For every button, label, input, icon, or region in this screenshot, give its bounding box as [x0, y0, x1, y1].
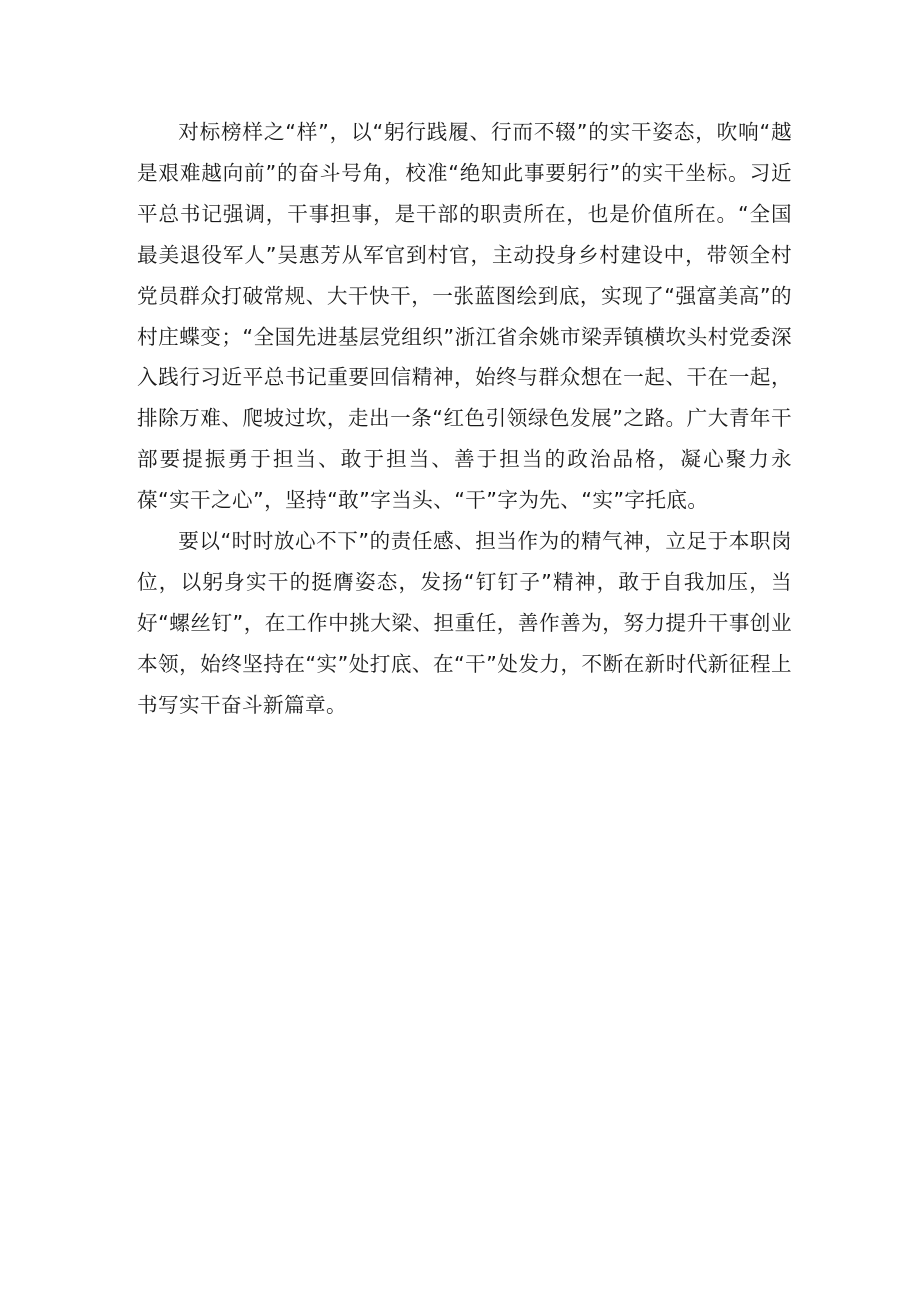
document-body — [137, 112, 792, 726]
paragraph-1: 对标榜样之“样”，以“躬行践履、行而不辍”的实干姿态，吹响“越是艰难越向前”的奋斗号角，校准“绝知此事要躬行”的实干坐标。习近平总书记强调，干事担事，是干部的职责所在，也是价值所在。“全国最美退役军人”吴惠芳从军官到村官，主动投身乡村建设中，带领全村党员群众打破常规、大干快干，一张蓝图绘到底，实现了“强富美高”的村庄蝶变；“全国先进基层党组织”浙江省余姚市梁弄镇横坎头村党委深入践行习近平总书记重要回信精神，始终与群众想在一起、干在一起，排除万难、爬坡过坎，走出一条“红色引领绿色发展”之路。广大青年干部要提振勇于担当、敢于担当、善于担当的政治品格，凝心聚力永葆“实干之心”，坚持“敢”字当头、“干”字为先、“实”字托底。 — [137, 120, 792, 513]
paragraph-2: 要以“时时放心不下”的责任感、担当作为的精气神，立足于本职岗位，以躬身实干的挺膺姿态，发扬“钉钉子”精神，敢于自我加压，当好“螺丝钉”，在工作中挑大梁、担重任，善作善为，努力提升干事创业本领，始终坚持在“实”处打底、在“干”处发力，不断在新时代新征程上书写实干奋斗新篇章。 — [137, 529, 792, 717]
